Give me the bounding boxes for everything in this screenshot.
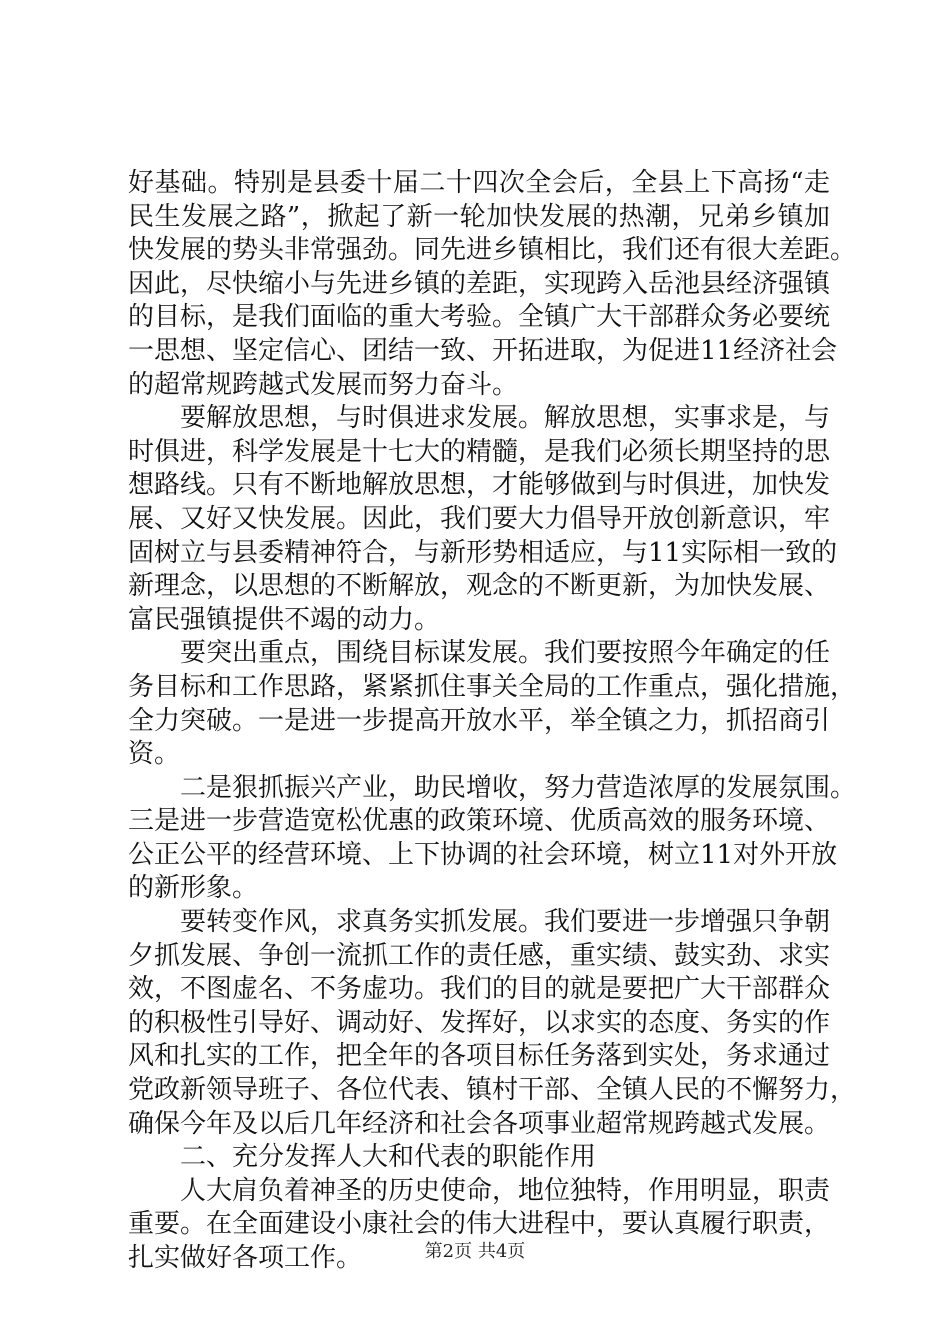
- text-line: 扎实做好各项工作。: [128, 1243, 363, 1273]
- text-line: 要转变作风，求真务实抓发展。我们要进一步增强只争朝: [180, 907, 831, 938]
- text-line: 全力突破。一是进一步提高开放水平，举全镇之力，抓招商引: [128, 705, 831, 736]
- text-line: 确保今年及以后几年经济和社会各项事业超常规跨越式发展。: [128, 1108, 831, 1139]
- text-line: 想路线。只有不断地解放思想，才能够做到与时俱进，加快发: [128, 470, 831, 501]
- text-line: 的超常规跨越式发展而努力奋斗。: [128, 369, 519, 400]
- text-line: 时俱进，科学发展是十七大的精髓，是我们必须长期坚持的思: [128, 436, 831, 467]
- text-line: 的目标，是我们面临的重大考验。全镇广大干部群众务必要统: [128, 302, 831, 333]
- text-line: 公正公平的经营环境、上下协调的社会环境，树立11对外开放: [128, 839, 838, 870]
- page-footer: 第2页 共4页: [424, 1241, 526, 1262]
- text-line: 效，不图虚名、不务虚功。我们的目的就是要把广大干部群众: [128, 974, 831, 1005]
- text-line: 人大肩负着神圣的历史使命，地位独特，作用明显，职责: [180, 1175, 831, 1206]
- text-line: 的积极性引导好、调动好、发挥好，以求实的态度、务实的作: [128, 1007, 831, 1038]
- text-line: 富民强镇提供不竭的动力。: [128, 604, 441, 635]
- paragraph: [128, 167, 857, 402]
- text-line: 二是狠抓振兴产业，助民增收，努力营造浓厚的发展氛围。: [180, 772, 857, 803]
- text-line: 好基础。特别是县委十届二十四次全会后，全县上下高扬“走: [128, 168, 830, 198]
- text-line: 因此，尽快缩小与先进乡镇的差距，实现跨入岳池县经济强镇: [128, 268, 831, 299]
- document-body: [128, 167, 857, 1276]
- paragraph: [128, 772, 857, 906]
- text-line: 资。: [128, 739, 181, 770]
- text-line: 风和扎实的工作，把全年的各项目标任务落到实处，务求通过: [128, 1041, 831, 1072]
- paragraph: [128, 637, 857, 771]
- text-line: 党政新领导班子、各位代表、镇村干部、全镇人民的不懈努力，: [128, 1075, 857, 1106]
- text-line: 二、充分发挥人大和代表的职能作用: [180, 1142, 597, 1173]
- paragraph: [128, 1141, 830, 1175]
- text-line: 要解放思想，与时俱进求发展。解放思想，实事求是，与: [180, 403, 831, 434]
- text-line: 展、又好又快发展。因此，我们要大力倡导开放创新意识，牢: [128, 503, 831, 534]
- text-line: 固树立与县委精神符合，与新形势相适应，与11实际相一致的: [128, 537, 838, 568]
- text-line: 三是进一步营造宽松优惠的政策环境、优质高效的服务环境、: [128, 806, 831, 837]
- text-line: 夕抓发展、争创一流抓工作的责任感，重实绩、鼓实劲、求实: [128, 940, 831, 971]
- text-line: 一思想、坚定信心、团结一致、开拓进取，为促进11经济社会: [128, 335, 838, 366]
- text-line: 快发展的势头非常强劲。同先进乡镇相比，我们还有很大差距。: [128, 235, 857, 266]
- text-line: 务目标和工作思路，紧紧抓住事关全局的工作重点，强化措施，: [128, 671, 857, 702]
- paragraph: [128, 906, 857, 1141]
- text-line: 要突出重点，围绕目标谋发展。我们要按照今年确定的任: [180, 638, 831, 669]
- text-line: 的新形象。: [128, 873, 259, 904]
- text-line: 新理念，以思想的不断解放，观念的不断更新，为加快发展、: [128, 571, 831, 602]
- paragraph: [128, 402, 838, 637]
- text-line: 民生发展之路”，掀起了新一轮加快发展的热潮，兄弟乡镇加: [128, 201, 830, 232]
- text-line: 重要。在全面建设小康社会的伟大进程中，要认真履行职责，: [128, 1209, 831, 1240]
